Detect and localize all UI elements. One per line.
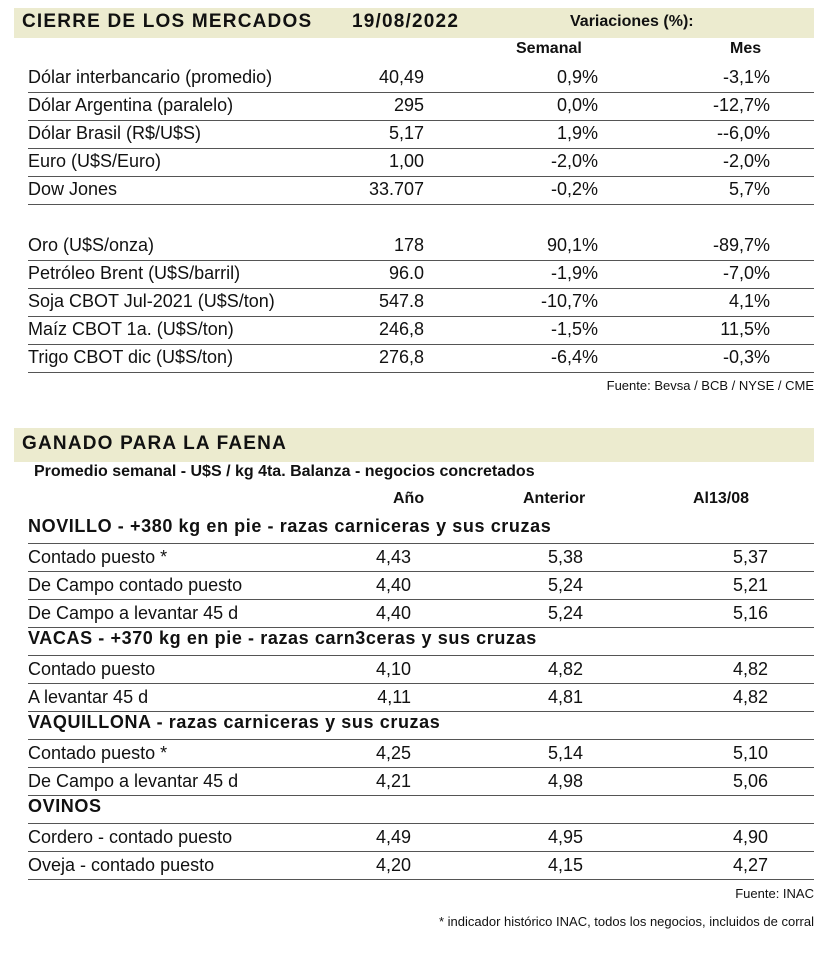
livestock-name: Cordero - contado puesto — [28, 827, 233, 847]
market-semanal: -0,2% — [550, 179, 598, 199]
market-row — [28, 316, 814, 345]
market-name: Dólar interbancario (promedio) — [28, 67, 273, 87]
markets-title: CIERRE DE LOS MERCADOS — [22, 11, 313, 32]
market-mes: -0,3% — [722, 347, 770, 367]
livestock-al: 5,10 — [732, 743, 768, 763]
market-value: 178 — [393, 235, 424, 255]
col-header-anterior: Anterior — [523, 490, 586, 507]
livestock-ano: 4,49 — [375, 827, 411, 847]
market-value: 547.8 — [378, 291, 424, 311]
market-value: 5,17 — [388, 123, 424, 143]
market-mes: -12,7% — [712, 95, 770, 115]
market-row — [28, 176, 814, 205]
livestock-row — [28, 768, 814, 796]
livestock-name: Contado puesto * — [28, 547, 168, 567]
market-mes: -2,0% — [722, 151, 770, 171]
market-name: Dólar Argentina (paralelo) — [28, 95, 234, 115]
market-name: Dólar Brasil (R$/U$S) — [28, 123, 202, 143]
market-name: Maíz CBOT 1a. (U$S/ton) — [28, 319, 234, 339]
livestock-ano: 4,10 — [375, 659, 411, 679]
category-title: OVINOS — [28, 796, 102, 816]
livestock-ano: 4,21 — [375, 771, 411, 791]
market-row — [28, 288, 814, 317]
market-mes: -7,0% — [722, 263, 770, 283]
market-mes: -89,7% — [712, 235, 770, 255]
market-value: 295 — [393, 95, 424, 115]
livestock-al: 5,06 — [732, 771, 768, 791]
livestock-anterior: 5,14 — [547, 743, 583, 763]
market-semanal: 0,0% — [556, 95, 598, 115]
market-row — [28, 344, 814, 373]
livestock-al: 4,82 — [732, 659, 768, 679]
market-mes: 5,7% — [728, 179, 770, 199]
market-mes: 4,1% — [728, 291, 770, 311]
livestock-anterior: 4,15 — [547, 855, 583, 875]
category-title: NOVILLO - +380 kg en pie - razas carniceras y sus cruzas — [28, 516, 552, 536]
market-semanal: -10,7% — [540, 291, 598, 311]
livestock-ano: 4,43 — [375, 547, 411, 567]
livestock-al: 4,90 — [732, 827, 768, 847]
livestock-row — [28, 824, 814, 852]
market-mes: -3,1% — [722, 67, 770, 87]
livestock-anterior: 5,38 — [547, 547, 583, 567]
livestock-name: De Campo a levantar 45 d — [28, 603, 239, 623]
market-name: Soja CBOT Jul-2021 (U$S/ton) — [28, 291, 275, 311]
livestock-ano: 4,40 — [375, 603, 411, 623]
market-row — [28, 260, 814, 289]
livestock-row — [28, 544, 814, 572]
market-row — [28, 64, 814, 93]
livestock-al: 5,37 — [732, 547, 768, 567]
livestock-al: 5,16 — [732, 603, 768, 623]
market-name: Dow Jones — [28, 179, 118, 199]
livestock-al: 5,21 — [732, 575, 768, 595]
livestock-row — [28, 600, 814, 628]
category-title: VACAS - +370 kg en pie - razas carn3ceras y sus cruzas — [28, 628, 537, 648]
livestock-name: De Campo contado puesto — [28, 575, 243, 595]
market-row — [28, 92, 814, 121]
market-value: 276,8 — [378, 347, 424, 367]
markets-date: 19/08/2022 — [352, 11, 460, 32]
variations-label: Variaciones (%): — [570, 13, 694, 30]
col-header-ano: Año — [393, 490, 425, 507]
market-semanal: -1,9% — [550, 263, 598, 283]
livestock-row — [28, 852, 814, 880]
livestock-al: 4,82 — [732, 687, 768, 707]
livestock-name: Contado puesto * — [28, 743, 168, 763]
market-row — [28, 232, 814, 261]
livestock-row — [28, 656, 814, 684]
livestock-ano: 4,40 — [375, 575, 411, 595]
livestock-name: A levantar 45 d — [28, 687, 149, 707]
market-mes: 11,5% — [720, 319, 770, 339]
livestock-row — [28, 740, 814, 768]
col-header-semanal: Semanal — [516, 40, 582, 57]
livestock-row — [28, 684, 814, 712]
market-semanal: 0,9% — [556, 67, 598, 87]
livestock-source: Fuente: INAC — [735, 886, 814, 901]
col-header-al: Al13/08 — [693, 490, 750, 507]
livestock-anterior: 4,81 — [547, 687, 583, 707]
market-name: Euro (U$S/Euro) — [28, 151, 162, 171]
market-semanal: -6,4% — [550, 347, 598, 367]
market-value: 246,8 — [378, 319, 424, 339]
market-row — [28, 120, 814, 149]
market-value: 40,49 — [378, 67, 424, 87]
livestock-anterior: 5,24 — [547, 575, 583, 595]
market-value: 33.707 — [368, 179, 424, 199]
market-name: Trigo CBOT dic (U$S/ton) — [28, 347, 234, 367]
market-semanal: -2,0% — [550, 151, 598, 171]
livestock-ano: 4,25 — [375, 743, 411, 763]
market-value: 96.0 — [388, 263, 424, 283]
livestock-name: Contado puesto — [28, 659, 156, 679]
livestock-name: De Campo a levantar 45 d — [28, 771, 239, 791]
market-value: 1,00 — [388, 151, 424, 171]
category-title: VAQUILLONA - razas carniceras y sus cruzas — [28, 712, 441, 732]
livestock-anterior: 4,82 — [547, 659, 583, 679]
col-header-mes: Mes — [730, 40, 762, 57]
markets-source: Fuente: Bevsa / BCB / NYSE / CME — [606, 378, 814, 393]
livestock-anterior: 4,95 — [547, 827, 583, 847]
market-semanal: 1,9% — [556, 123, 598, 143]
livestock-al: 4,27 — [732, 855, 768, 875]
livestock-subtitle: Promedio semanal - U$S / kg 4ta. Balanza - negocios concretados — [34, 463, 535, 480]
market-row — [28, 148, 814, 177]
livestock-anterior: 4,98 — [547, 771, 583, 791]
livestock-row — [28, 572, 814, 600]
livestock-anterior: 5,24 — [547, 603, 583, 623]
livestock-ano: 4,20 — [375, 855, 411, 875]
livestock-ano: 4,11 — [377, 687, 411, 707]
market-mes: --6,0% — [716, 123, 770, 143]
market-name: Oro (U$S/onza) — [28, 235, 155, 255]
market-name: Petróleo Brent (U$S/barril) — [28, 263, 241, 283]
livestock-footnote: * indicador histórico INAC, todos los negocios, incluidos de corral — [438, 914, 814, 929]
livestock-name: Oveja - contado puesto — [28, 855, 215, 875]
market-semanal: 90,1% — [546, 235, 598, 255]
livestock-title: GANADO PARA LA FAENA — [22, 433, 288, 454]
market-semanal: -1,5% — [550, 319, 598, 339]
